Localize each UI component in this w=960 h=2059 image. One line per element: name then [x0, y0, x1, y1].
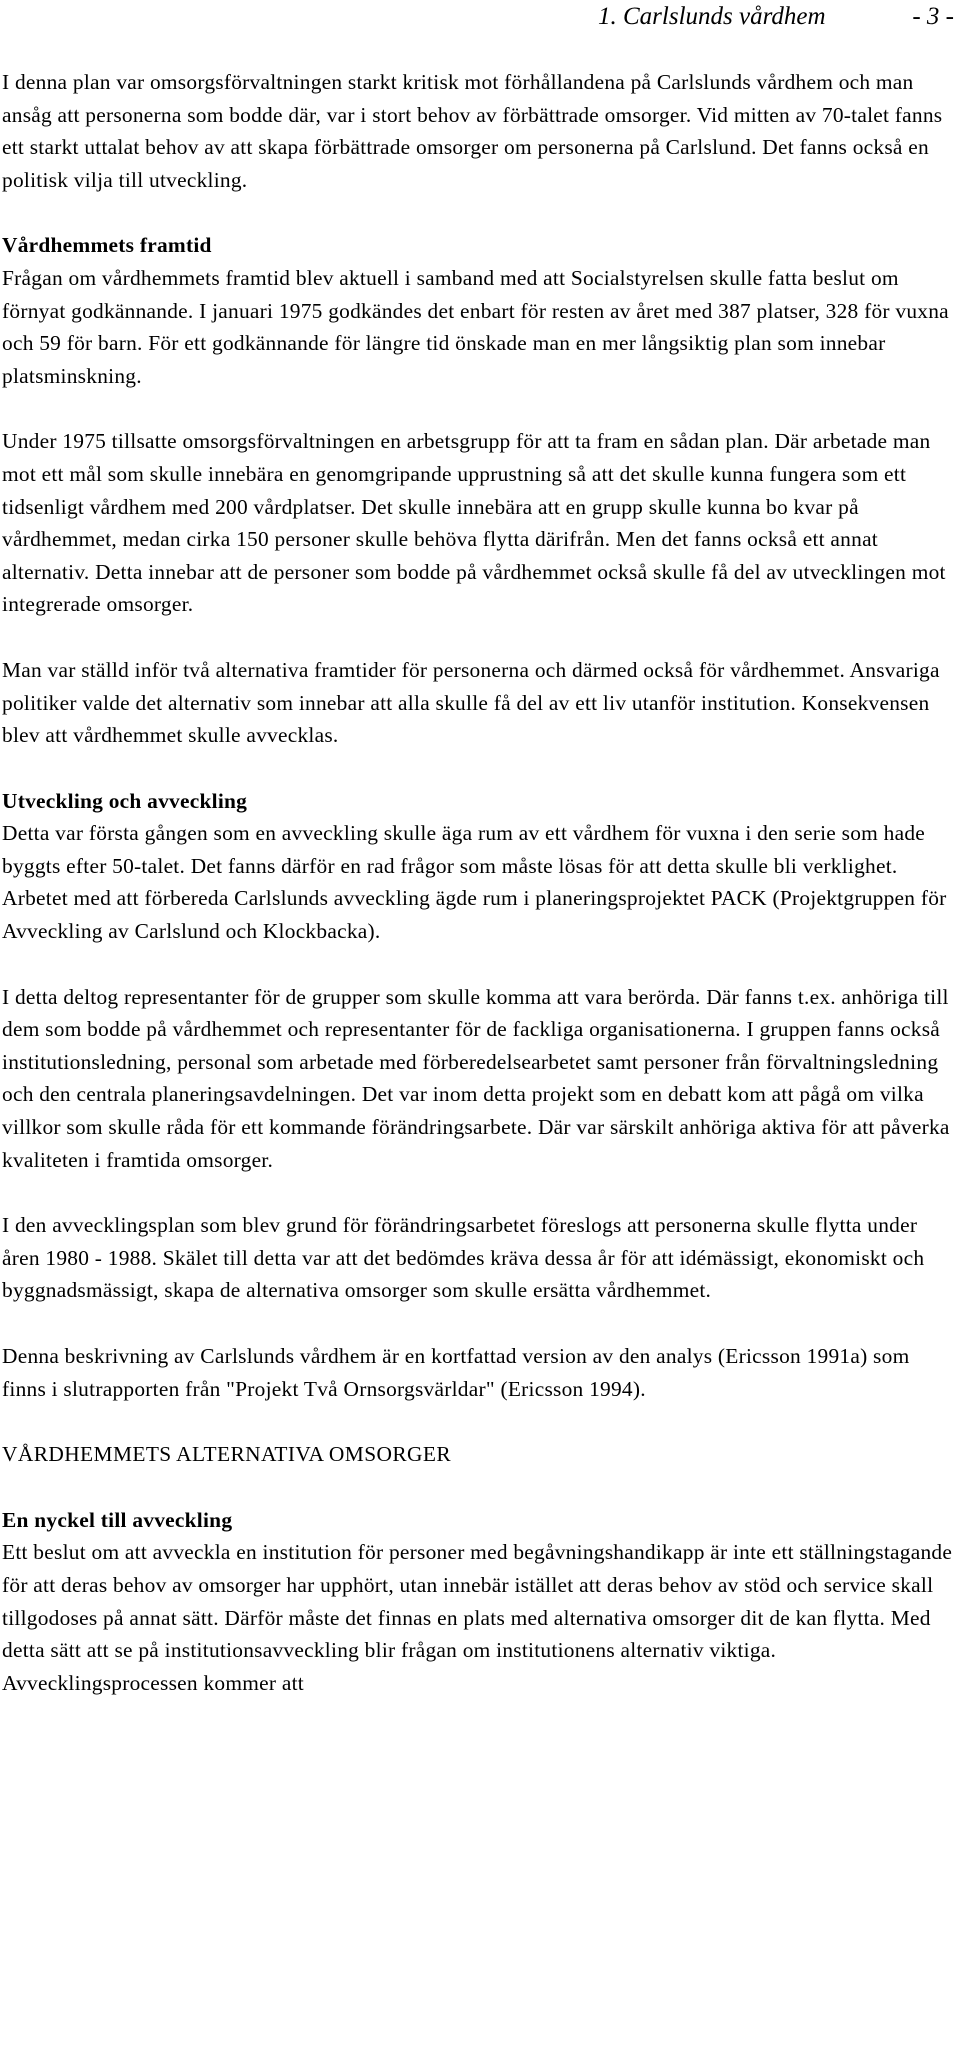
header-chapter-title: 1. Carlslunds vårdhem	[598, 3, 826, 30]
section-framtid	[2, 229, 954, 392]
running-header	[0, 2, 954, 32]
section-heading-nyckel: En nyckel till avveckling	[2, 1507, 233, 1532]
section-nyckel	[2, 1504, 954, 1700]
framtid-paragraph-1: Frågan om vårdhemmets framtid blev aktuell i samband med att Socialstyrelsen skulle fatta beslut om förnyat godkännande. I januari 1975 godkändes det enbart för resten av året med 387 platser, 328 för vuxna och 59 för barn. För ett godkännande för längre tid önskade man en mer långsiktig plan som innebar platsminskning.	[2, 265, 949, 388]
utveckling-paragraph-2: I detta deltog representanter för de grupper som skulle komma att vara berörda. Där fanns t.ex. anhöriga till dem som bodde på vårdhemmet och representanter för de fackliga organisationerna. I gruppen fanns också institutionsledning, personal som arbetade med förberedelsearbetet samt personer från förvaltningsledning och den centrala planeringsavdelningen. Det var inom detta projekt som en debatt kom att pågå om vilka villkor som skulle råda för ett kommande förändringsarbete. Där var särskilt anhöriga aktiva för att påverka kvaliteten i framtida omsorger.	[2, 984, 950, 1172]
utveckling-paragraph-3: I den avvecklingsplan som blev grund för förändringsarbetet föreslogs att personerna skulle flytta under åren 1980 - 1988. Skälet till detta var att det bedömdes kräva dessa år för att idémässigt, ekonomiskt och byggnadsmässigt, skapa de alternativa omsorger som skulle ersätta vårdhemmet.	[2, 1213, 925, 1303]
nyckel-paragraph-1: Ett beslut om att avveckla en institution för personer med begåvningshandikapp är inte ett ställningstagande för att deras behov av omsorger har upphört, utan innebär istället att deras behov av stöd och service skall tillgodoses på annat sätt. Därför måste det finnas en plats med alternativa omsorger dit de kan flytta. Med detta sätt att se på institutionsavveckling blir frågan om institutionens alternativ viktiga. Avvecklingsprocessen kommer att	[2, 1540, 953, 1695]
section-heading-utveckling: Utveckling och avveckling	[2, 788, 248, 813]
utveckling-paragraph-4: Denna beskrivning av Carlslunds vårdhem är en kortfattad version av den analys (Ericsson 1991a) som finns i slutrapporten från "Projekt Två Ornsorgsvärldar" (Ericsson 1994).	[2, 1344, 910, 1401]
document-body	[2, 66, 954, 1732]
utveckling-paragraph-1: Detta var första gången som en avveckling skulle äga rum av ett vårdhem för vuxna i den serie som hade byggts efter 50-talet. Det fanns därför en rad frågor som måste lösas för att detta skulle bli verklighet. Arbetet med att förbereda Carlslunds avveckling ägde rum i planeringsprojektet PACK (Projektgruppen för Avveckling av Carlslund och Klockbacka).	[2, 821, 947, 944]
framtid-paragraph-3: Man var ställd inför två alternativa framtider för personerna och därmed också för vårdhemmet. Ansvariga politiker valde det alternativ som innebar att alla skulle få del av ett liv utanför institution. Konsekvensen blev att vårdhemmet skulle avvecklas.	[2, 657, 940, 748]
chapter-heading: VÅRDHEMMETS ALTERNATIVA OMSORGER	[2, 1442, 451, 1467]
section-utveckling	[2, 785, 954, 948]
page-number: - 3 -	[912, 3, 954, 30]
framtid-paragraph-2: Under 1975 tillsatte omsorgsförvaltningen en arbetsgrupp för att ta fram en sådan plan. Där arbetade man mot ett mål som skulle innebära en genomgripande upprustning så att det skulle kunna fungera som ett tidsenligt vårdhem med 200 vårdplatser. Det skulle innebära att en grupp skulle kunna bo kvar på vårdhemmet, medan cirka 150 personer skulle behöva flytta därifrån. Men det fanns också ett annat alternativ. Detta innebar att de personer som bodde på vårdhemmet också skulle få del av utvecklingen mot integrerade omsorger.	[2, 429, 946, 617]
intro-paragraph: I denna plan var omsorgsförvaltningen starkt kritisk mot förhållandena på Carlslunds vårdhem och man ansåg att personerna som bodde där, var i stort behov av förbättrade omsorger. Vid mitten av 70-talet fanns ett starkt uttalat behov av att skapa förbättrade omsorger om personerna på Carlslund. Det fanns också en politisk vilja till utveckling.	[2, 70, 943, 192]
section-heading-framtid: Vårdhemmets framtid	[2, 233, 212, 258]
